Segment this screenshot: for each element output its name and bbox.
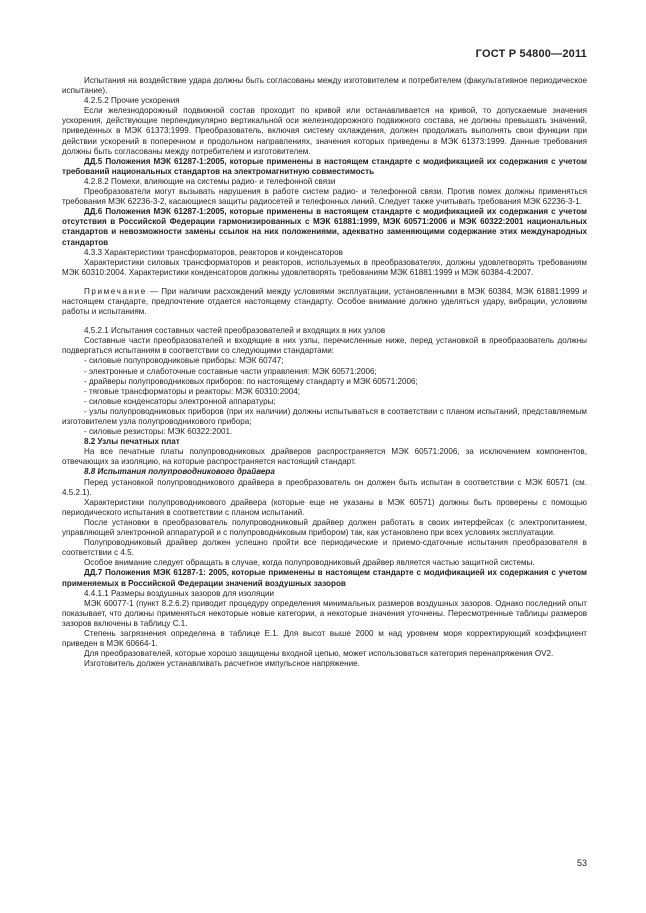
paragraph: Характеристики силовых трансформаторов и реакторов, используемых в преобразователях, должны удовлетворять требованиям МЭК 60310:2004. Характеристики конденсаторов должны удовлетворять требованиям МЭК 61881:1999 и МЭК 60384-4:2007. bbox=[62, 257, 587, 277]
paragraph: Изготовитель должен устанавливать расчетное импульсное напряжение. bbox=[84, 659, 360, 669]
paragraph: После установки в преобразователь полупроводниковый драйвер должен работать в своих интерфейсах (с электропитанием, управляющей электронной аппаратурой и с полупроводниковым прибором) так, как установлено при всех условиях эксплуатации. bbox=[62, 517, 587, 538]
section-heading: ДД.7 Положения МЭК 61287-1: 2005, которые применены в настоящем стандарте с модификацией их содержания с учетом применяемых в Российской Федерации значений воздушных зазоров bbox=[62, 568, 587, 588]
list-item: - драйверы полупроводниковых приборов: по настоящему стандарту и МЭК 60571:2006; bbox=[84, 376, 418, 386]
paragraph: Испытания на воздействие удара должны быть согласованы между изготовителем и потребителем (факультативное периодическое испытание). bbox=[62, 76, 587, 96]
document-body bbox=[62, 76, 587, 669]
clause-heading: 4.2.5.2 Прочие ускорения bbox=[84, 96, 180, 106]
list-item: - силовые конденсаторы электронной аппаратуры; bbox=[84, 396, 276, 406]
subsection-heading: 8.2 Узлы печатных плат bbox=[84, 437, 180, 447]
paragraph: Преобразователи могут вызывать нарушения в работе систем радио- и телефонной связи. Против помех должны применяться требования МЭК 62236-3-2, касающиеся защиты радиосетей и телефонных линий. Следует также учитывать требования МЭК 62236-3-1. bbox=[62, 187, 587, 207]
paragraph: Характеристики полупроводникового драйвера (которые еще не указаны в МЭК 60571) должны быть проверены с помощью периодического испытания в соответствии с планом испытаний. bbox=[62, 497, 587, 517]
subsection-heading: 8.8 Испытания полупроводникового драйвера bbox=[84, 467, 275, 477]
paragraph: Особое внимание следует обращать в случае, когда полупроводниковый драйвер является частью защитной системы. bbox=[84, 558, 535, 568]
clause-heading: 4.3.3 Характеристики трансформаторов, реакторов и конденсаторов bbox=[84, 247, 343, 257]
standard-designation: ГОСТ Р 54800—2011 bbox=[475, 48, 587, 60]
section-heading: ДД.6 Положения МЭК 61287-1:2005, которые применены в настоящем стандарте с модификацией их содержания с учетом отсутствия в Российской Федерации гармонизированных с МЭК 61881:1999, МЭК 60571:2006 и МЭК 60322:2001 национальных стандартов и невозможности замены ссылок на них положениями, адекватно заменяющими содержание этих международных стандартов bbox=[62, 207, 587, 247]
paragraph: Для преобразователей, которые хорошо защищены входной цепью, может использоваться категория перенапряжения OV2. bbox=[84, 649, 554, 659]
section-heading: ДД.5 Положения МЭК 61287-1:2005, которые применены в настоящем стандарте с модификацией их содержания с учетом требований национальных стандартов на электромагнитную совместимость bbox=[62, 156, 587, 176]
list-item: - тяговые трансформаторы и реакторы: МЭК 60310:2004; bbox=[84, 386, 301, 396]
clause-heading: 4.4.1.1 Размеры воздушных зазоров для изоляции bbox=[84, 588, 275, 598]
clause-heading: 4.2.8.2 Помехи, влияющие на системы радио- и телефонной связи bbox=[84, 176, 336, 186]
paragraph: Если железнодорожный подвижной состав проходит по кривой или останавливается на кривой, то допускаемые значения ускорения, действующие перпендикулярно вертикальной оси железнодорожного подвижного состава, не должны превышать значений, приведенных в МЭК 61373:1999. Преобразователь, включая систему охлаждения, должен продолжать выполнять свои функции при действии ускорений в поперечном и продольном направлениях, значения которых приведены в МЭК 61373:1999. Данные требования должны быть согласованы между потребителем и изготовителем. bbox=[62, 106, 587, 156]
page-number: 53 bbox=[576, 858, 587, 868]
note-label: Примечание bbox=[84, 286, 147, 296]
list-item: - электронные и слаботочные составные части управления: МЭК 60571:2006; bbox=[84, 366, 377, 376]
clause-heading: 4.5.2.1 Испытания составных частей преобразователей и входящих в них узлов bbox=[84, 326, 386, 336]
note-text: — При наличии расхождений между условиями эксплуатации, установленными в МЭК 60384, МЭК 61881:1999 и настоящем стандарте, предпочтение отдается настоящему стандарту. Особое внимание должно уделяться удару, вибрации, условиям работы и испытаниям. bbox=[62, 286, 588, 317]
list-item: - силовые полупроводниковые приборы: МЭК 60747; bbox=[84, 356, 284, 366]
paragraph: Степень загрязнения определена в таблице Е.1. Для высот выше 2000 м над уровнем моря корректирующий коэффициент приведен в МЭК 60664-1. bbox=[62, 628, 587, 649]
list-item: - узлы полупроводниковых приборов (при их наличии) должны испытываться в соответствии с планом испытаний, представляемым изготовителем узла полупроводникового прибора; bbox=[62, 406, 587, 426]
paragraph: Составные части преобразователей и входящие в них узлы, перечисленные ниже, перед установкой в преобразователь должны подвергаться испытаниям в соответствии со следующими стандартами: bbox=[62, 336, 587, 356]
list-item: - силовые резисторы: МЭК 60322:2001. bbox=[84, 427, 233, 437]
note bbox=[62, 287, 587, 317]
paragraph: Полупроводниковый драйвер должен успешно пройти все периодические и приемо-сдаточные испытания преобразователя в соответствии с 4.5. bbox=[62, 538, 587, 558]
paragraph: МЭК 60077-1 (пункт 8.2.6.2) приводит процедуру определения минимальных размеров воздушных зазоров. Однако последний опыт показывает, что должны применяться некоторые новые категории, а некоторые значения уточнены. Пересмотренные таблицы размеров зазоров включены в таблицу С.1. bbox=[62, 598, 587, 628]
paragraph: Перед установкой полупроводникового драйвера в преобразователь он должен быть испытан в соответствии с МЭК 60571 (см. 4.5.2.1). bbox=[62, 477, 587, 497]
paragraph: На все печатные платы полупроводниковых драйверов распространяется МЭК 60571:2006, за исключением компонентов, отвечающих за изоляцию, на которые распространяется настоящий стандарт. bbox=[62, 447, 587, 467]
